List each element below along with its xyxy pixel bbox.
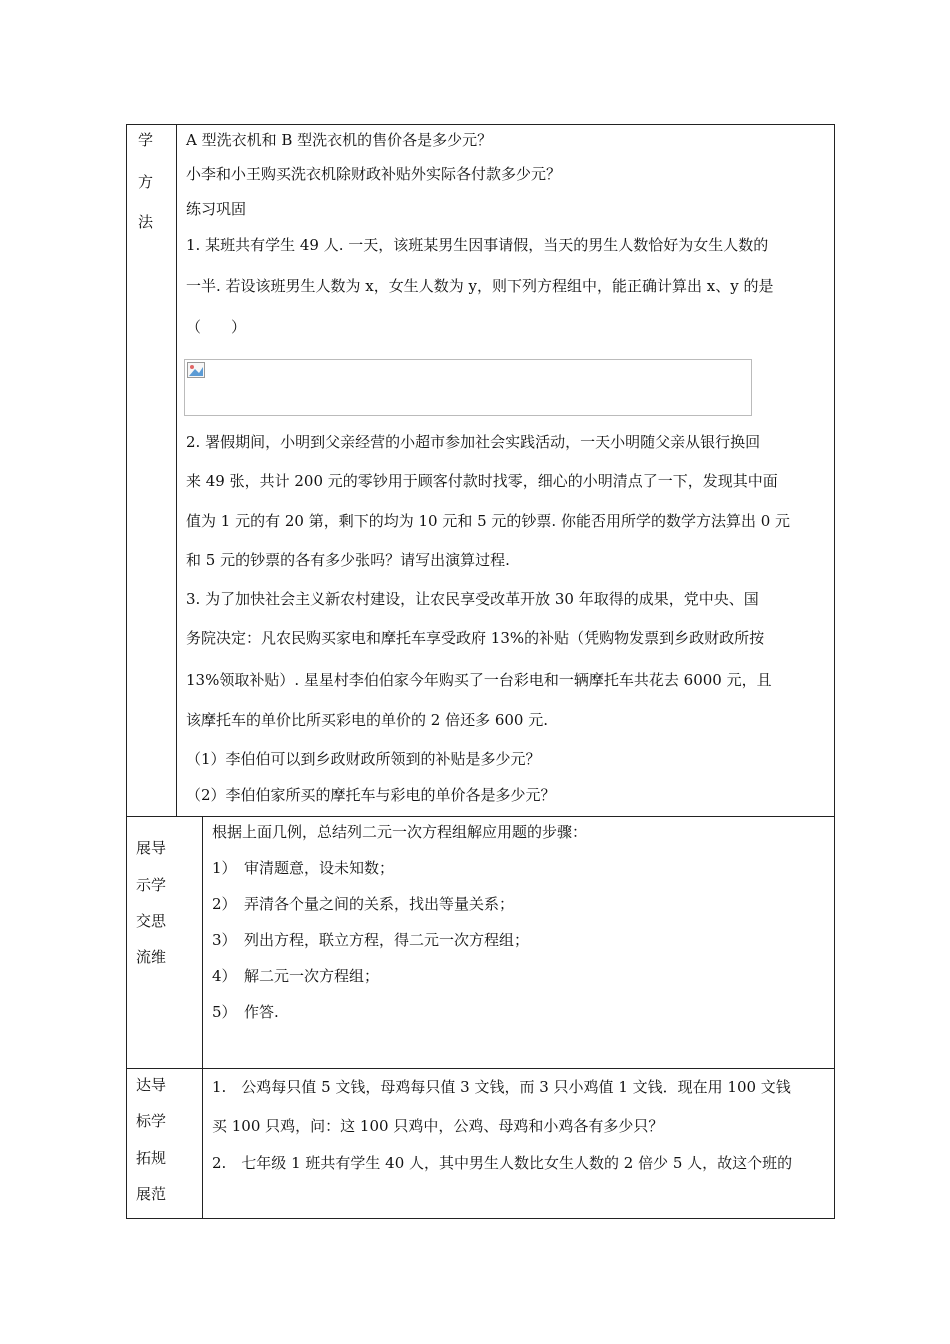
section1-line: 务院决定：凡农民购买家电和摩托车享受政府 13%的补贴（凭购物发票到乡政财政所按 — [186, 629, 765, 647]
section3-side-label-2: 标学 — [136, 1112, 167, 1130]
section1-line: 练习巩固 — [186, 200, 247, 218]
section2-line: 3） 列出方程，联立方程，得二元一次方程组； — [212, 931, 530, 949]
column-divider-1 — [176, 124, 177, 816]
section3-side-label-1: 达导 — [136, 1076, 167, 1094]
section1-side-label-2: 方 — [138, 173, 154, 191]
section2-side-label-3: 交思 — [136, 912, 167, 930]
section1-line: 一半. 若设该班男生人数为 x，女生人数为 y，则下列方程组中，能正确计算出 x、y 的是 — [186, 277, 774, 295]
section3-side-label-4: 展范 — [136, 1185, 167, 1203]
section2-line: 1） 审清题意，设未知数； — [212, 859, 395, 877]
section1-side-label-3: 法 — [138, 213, 154, 231]
section2-side-label-4: 流维 — [136, 948, 167, 966]
broken-image-icon — [187, 362, 205, 378]
section2-line: 根据上面几例，总结列二元一次方程组解应用题的步骤： — [212, 823, 588, 841]
section3-side-label-3: 拓规 — [136, 1149, 167, 1167]
row-divider-1 — [126, 816, 835, 817]
section1-line: （2）李伯伯家所买的摩托车与彩电的单价各是多少元？ — [186, 786, 556, 804]
section2-side-label-1: 展导 — [136, 839, 167, 857]
equation-image-placeholder — [184, 359, 752, 416]
section2-line: 4） 解二元一次方程组； — [212, 967, 380, 985]
section1-line: 1. 某班共有学生 49 人. 一天，该班某男生因事请假，当天的男生人数恰好为女生人数的 — [186, 236, 769, 254]
section3-line: 买 100 只鸡，问：这 100 只鸡中，公鸡、母鸡和小鸡各有多少只？ — [212, 1117, 664, 1135]
section1-line: 13%领取补贴）. 星星村李伯伯家今年购买了一台彩电和一辆摩托车共花去 6000 元，且 — [186, 671, 772, 689]
section1-line: 来 49 张，共计 200 元的零钞用于顾客付款时找零，细心的小明清点了一下，发现其中面 — [186, 472, 778, 490]
section1-line: A 型洗衣机和 B 型洗衣机的售价各是多少元？ — [186, 131, 493, 149]
section2-side-label-2: 示学 — [136, 876, 167, 894]
section1-line: 和 5 元的钞票的各有多少张吗？请写出演算过程. — [186, 551, 510, 569]
section1-line: 值为 1 元的有 20 第，剩下的均为 10 元和 5 元的钞票. 你能否用所学的数学方法算出 0 元 — [186, 512, 791, 530]
section1-line: 3. 为了加快社会主义新农村建设，让农民享受改革开放 30 年取得的成果，党中央、国 — [186, 590, 759, 608]
section1-line: 2. 署假期间，小明到父亲经营的小超市参加社会实践活动，一天小明随父亲从银行换回 — [186, 433, 761, 451]
section3-line: 1. 公鸡每只值 5 文钱，母鸡每只值 3 文钱，而 3 只小鸡值 1 文钱．现在用 100 文钱 — [212, 1078, 791, 1096]
row-divider-2 — [126, 1068, 835, 1069]
column-divider-2 — [202, 816, 203, 1219]
section2-line: 5） 作答. — [212, 1003, 279, 1021]
section3-line: 2. 七年级 1 班共有学生 40 人，其中男生人数比女生人数的 2 倍少 5 人，故这个班的 — [212, 1154, 793, 1172]
section1-line: （1）李伯伯可以到乡政财政所领到的补贴是多少元？ — [186, 750, 541, 768]
section2-line: 2） 弄清各个量之间的关系，找出等量关系； — [212, 895, 515, 913]
section1-line: （ ） — [186, 318, 247, 336]
section1-side-label-1: 学 — [138, 131, 154, 149]
section1-line: 小李和小王购买洗衣机除财政补贴外实际各付款多少元？ — [186, 165, 562, 183]
section1-line: 该摩托车的单价比所买彩电的单价的 2 倍还多 600 元. — [186, 711, 549, 729]
